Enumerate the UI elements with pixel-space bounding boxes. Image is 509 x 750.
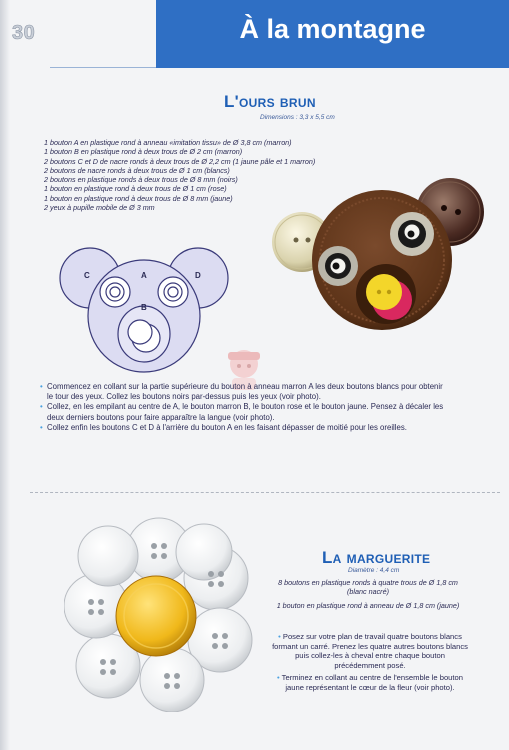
step-item: • Commencez en collant sur la partie supérieure du bouton à anneau marron A les deux boutons blancs pour obtenir le tour des yeux. Collez les boutons noirs par-dessus puis les yeux (voir photo). bbox=[40, 382, 443, 402]
material-item: 2 boutons en plastique ronds à deux trous de Ø 8 mm (noirs) bbox=[44, 175, 238, 185]
diagram-eye-left-inner bbox=[110, 287, 120, 297]
diagram-eye-right-inner bbox=[168, 287, 178, 297]
marguerite-title: La marguerite bbox=[322, 548, 431, 567]
material-item: 2 boutons de nacre ronds à deux trous de Ø 1 cm (blancs) bbox=[44, 165, 230, 175]
page-title: À la montagne bbox=[239, 14, 426, 44]
material-item: 1 bouton A en plastique rond à anneau «imitation tissu» de Ø 3,8 cm (marron) bbox=[44, 138, 292, 147]
marguerite-steps bbox=[272, 632, 468, 693]
step-item: • Collez enfin les boutons C et D à l'arrière du bouton A en les faisant dépasser de moitié pour les oreilles. bbox=[40, 422, 407, 432]
diagram-label-c: C bbox=[84, 271, 90, 280]
material-item: 1 bouton B en plastique rond à deux trous de Ø 2 cm (marron) bbox=[44, 147, 243, 157]
diagram-label-d: D bbox=[195, 271, 201, 280]
step-item: • Terminez en collant au centre de l'ensemble le bouton jaune représentant le cœur de la fleur (voir photo). bbox=[277, 673, 463, 692]
header-rule bbox=[50, 67, 156, 68]
ours-dimensions: Dimensions : 3,3 x 5,5 cm bbox=[260, 114, 335, 121]
marguerite-center-yellow bbox=[116, 576, 196, 656]
step-item: • Collez, en les empilant au centre de A, le bouton marron B, le bouton rose et le bouton jaune. Pensez à décaler les deux derniers boutons pour faire apparaître la langue (voir photo). bbox=[40, 402, 444, 422]
material-item: 2 boutons C et D de nacre ronds à deux trous de Ø 2,2 cm (1 jaune pâle et 1 marron) bbox=[44, 156, 316, 166]
step-item: • Posez sur votre plan de travail quatre boutons blancs formant un carré. Prenez les quatre autres boutons blancs puis collez-les à cheval entre chaque bouton précédemment posé. bbox=[272, 632, 468, 670]
bullet-icon: • bbox=[40, 382, 43, 391]
material-item: 1 bouton en plastique rond à deux trous de Ø 1 cm (rose) bbox=[44, 184, 227, 194]
material-item: 1 bouton en plastique rond à anneau de Ø 1,8 cm (jaune) bbox=[276, 600, 460, 610]
ours-steps bbox=[40, 382, 450, 433]
header-band bbox=[156, 0, 509, 68]
material-item: 8 boutons en plastique ronds à quatre trous de Ø 1,8 cm (blanc nacré) bbox=[278, 578, 458, 597]
marguerite-materials-list bbox=[268, 578, 468, 610]
diagram-nose-yellow bbox=[128, 320, 152, 344]
material-item: 2 yeux à pupille mobile de Ø 3 mm bbox=[44, 203, 155, 213]
bullet-icon: • bbox=[40, 422, 43, 432]
photo-nose-yellow bbox=[366, 274, 402, 310]
marguerite-photo bbox=[64, 516, 254, 712]
bullet-icon: • bbox=[40, 402, 43, 412]
bullet-icon: • bbox=[278, 632, 283, 641]
diagram-label-a: A bbox=[141, 271, 147, 280]
ours-title: L'ours brun bbox=[224, 92, 316, 111]
section-divider bbox=[30, 492, 500, 493]
diagram-label-b: B bbox=[141, 303, 147, 312]
bear-photo bbox=[268, 168, 490, 340]
page-edge-shadow bbox=[0, 0, 10, 750]
bear-diagram bbox=[58, 246, 230, 378]
bullet-icon: • bbox=[277, 673, 282, 683]
marguerite-diameter: Diamètre : 4,4 cm bbox=[348, 567, 400, 574]
material-item: 1 bouton en plastique rond à deux trous de Ø 8 mm (jaune) bbox=[44, 193, 233, 203]
page-number: 30 bbox=[12, 22, 36, 44]
